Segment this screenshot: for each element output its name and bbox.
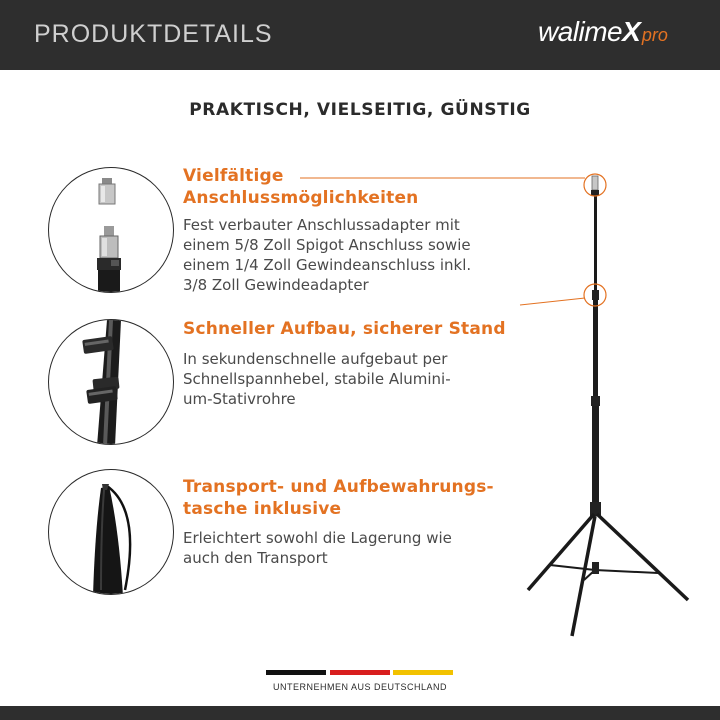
feature-text-line: um-Stativrohre [183, 390, 296, 408]
logo-text: walime [538, 16, 623, 47]
feature-text-setup [183, 349, 451, 409]
feature-text-line: Fest verbauter Anschlussadapter mit [183, 216, 460, 234]
feature-title-line: Transport- und Aufbewahrungs- [183, 477, 494, 497]
feature-title-line: Vielfältige [183, 166, 284, 186]
logo-pro: pro [641, 25, 668, 45]
flag-stripe-gold [393, 670, 453, 675]
flag-stripe-black [266, 670, 326, 675]
feature-text-bag [183, 528, 452, 568]
feature-text-line: Schnellspannhebel, stabile Alumini- [183, 370, 451, 388]
feature-text-line: Erleichtert sowohl die Lagerung wie [183, 529, 452, 547]
subtitle: PRAKTISCH, VIELSEITIG, GÜNSTIG [189, 100, 531, 120]
quick-lock-levers-image [48, 319, 174, 445]
feature-text-connections [183, 215, 471, 295]
brand-logo [538, 16, 668, 56]
feature-text-line: auch den Transport [183, 549, 328, 567]
feature-title-setup [183, 318, 506, 340]
footer-bar [0, 706, 720, 720]
feature-text-line: einem 1/4 Zoll Gewindeanschluss inkl. [183, 256, 472, 274]
flag-stripe-red [330, 670, 390, 675]
feature-title-line: tasche inklusive [183, 499, 342, 519]
carry-bag-image [48, 469, 174, 595]
light-stand-image [500, 160, 700, 650]
feature-text-line: 3/8 Zoll Gewindeadapter [183, 276, 369, 294]
footer-text: UNTERNEHMEN AUS DEUTSCHLAND [272, 682, 448, 692]
feature-title-line: Anschlussmöglichkeiten [183, 188, 419, 208]
feature-title-connections [183, 165, 419, 209]
feature-text-line: einem 5/8 Zoll Spigot Anschluss sowie [183, 236, 471, 254]
feature-title-line: Schneller Aufbau, sicherer Stand [183, 319, 506, 339]
logo-x: X [622, 16, 641, 47]
feature-text-line: In sekundenschnelle aufgebaut per [183, 350, 448, 368]
page-title: PRODUKTDETAILS [34, 20, 273, 48]
feature-title-bag [183, 476, 494, 520]
adapter-closeup-image [48, 167, 174, 293]
header-bar [0, 0, 720, 70]
